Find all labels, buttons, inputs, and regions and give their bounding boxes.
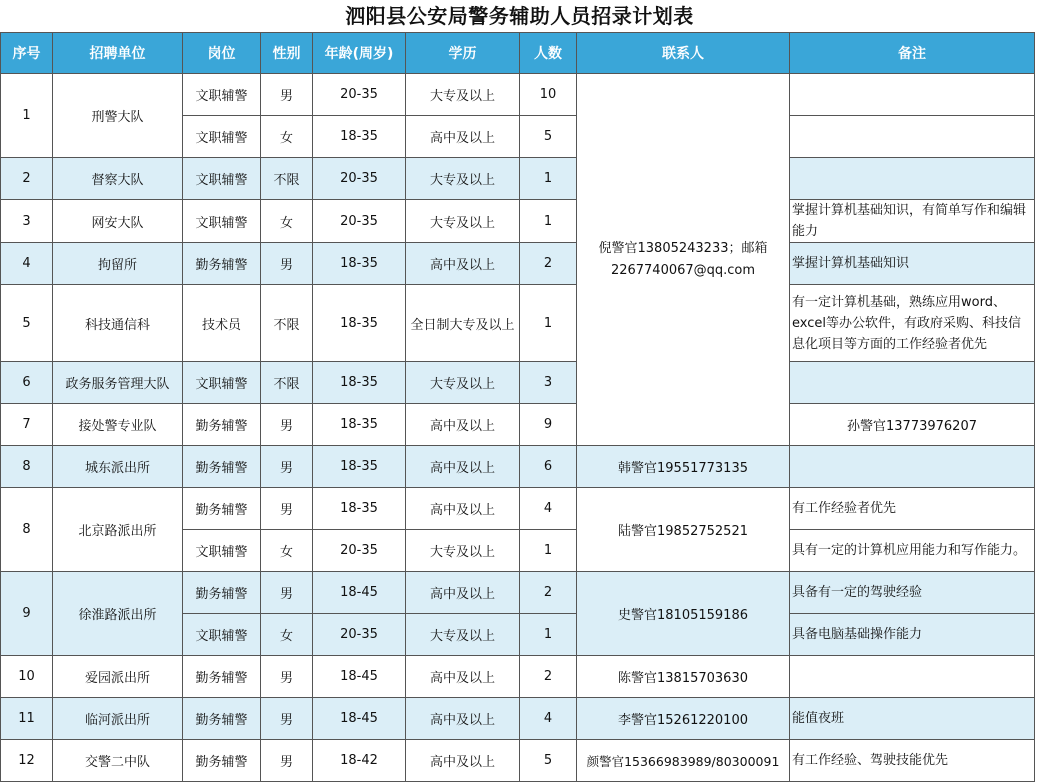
- cell-note[interactable]: [790, 74, 1035, 116]
- cell-contact-shared[interactable]: 倪警官13805243233；邮箱2267740067@qq.com: [577, 74, 790, 446]
- cell-post[interactable]: 文职辅警: [183, 200, 261, 243]
- cell-count[interactable]: 1: [520, 158, 577, 200]
- cell-post[interactable]: 文职辅警: [183, 614, 261, 656]
- cell-age[interactable]: 18-45: [313, 656, 406, 698]
- cell-age[interactable]: 18-35: [313, 362, 406, 404]
- table-row: [1, 158, 1035, 200]
- table-row: [1, 285, 1035, 362]
- cell-age[interactable]: 18-35: [313, 116, 406, 158]
- cell-count[interactable]: 9: [520, 404, 577, 446]
- table-row: [1, 656, 1035, 698]
- cell-education[interactable]: 大专及以上: [406, 74, 520, 116]
- cell-education[interactable]: 高中及以上: [406, 572, 520, 614]
- cell-unit[interactable]: 接处警专业队: [53, 404, 183, 446]
- table-row: [1, 243, 1035, 285]
- cell-contact[interactable]: 陆警官19852752521: [577, 488, 790, 572]
- cell-gender[interactable]: 男: [261, 740, 313, 782]
- cell-gender[interactable]: 女: [261, 116, 313, 158]
- cell-education[interactable]: 高中及以上: [406, 116, 520, 158]
- cell-education[interactable]: 大专及以上: [406, 614, 520, 656]
- cell-post[interactable]: 文职辅警: [183, 116, 261, 158]
- cell-note[interactable]: 具有一定的计算机应用能力和写作能力。: [790, 530, 1035, 572]
- cell-note[interactable]: [790, 158, 1035, 200]
- header-contact[interactable]: 联系人: [577, 33, 790, 74]
- cell-unit[interactable]: 网安大队: [53, 200, 183, 243]
- header-note[interactable]: 备注: [790, 33, 1035, 74]
- cell-age[interactable]: 20-35: [313, 158, 406, 200]
- cell-note[interactable]: 有工作经验者优先: [790, 488, 1035, 530]
- cell-no[interactable]: 10: [1, 656, 53, 698]
- cell-count[interactable]: 10: [520, 74, 577, 116]
- cell-count[interactable]: 1: [520, 285, 577, 362]
- table-row: [1, 404, 1035, 446]
- table-row: [1, 74, 1035, 116]
- cell-post[interactable]: 文职辅警: [183, 158, 261, 200]
- cell-education[interactable]: 高中及以上: [406, 488, 520, 530]
- cell-count[interactable]: 1: [520, 530, 577, 572]
- cell-gender[interactable]: 不限: [261, 285, 313, 362]
- cell-education[interactable]: 大专及以上: [406, 362, 520, 404]
- cell-count[interactable]: 1: [520, 200, 577, 243]
- cell-no[interactable]: 12: [1, 740, 53, 782]
- cell-unit[interactable]: 刑警大队: [53, 74, 183, 158]
- cell-no[interactable]: 9: [1, 572, 53, 656]
- table-row: [1, 698, 1035, 740]
- cell-education[interactable]: 大专及以上: [406, 200, 520, 243]
- cell-contact[interactable]: 陈警官13815703630: [577, 656, 790, 698]
- table-row: [1, 488, 1035, 530]
- cell-count[interactable]: 1: [520, 614, 577, 656]
- cell-education[interactable]: 大专及以上: [406, 530, 520, 572]
- cell-note[interactable]: 具备有一定的驾驶经验: [790, 572, 1035, 614]
- cell-count[interactable]: 4: [520, 698, 577, 740]
- cell-gender[interactable]: 男: [261, 698, 313, 740]
- cell-age[interactable]: 20-35: [313, 200, 406, 243]
- cell-note[interactable]: 掌握计算机基础知识，有简单写作和编辑能力: [790, 200, 1035, 243]
- table-row: [1, 446, 1035, 488]
- cell-education[interactable]: 高中及以上: [406, 243, 520, 285]
- cell-gender[interactable]: 男: [261, 572, 313, 614]
- table-row: [1, 740, 1035, 782]
- cell-education[interactable]: 高中及以上: [406, 698, 520, 740]
- cell-note[interactable]: [790, 362, 1035, 404]
- cell-age[interactable]: 18-35: [313, 404, 406, 446]
- cell-age[interactable]: 18-45: [313, 572, 406, 614]
- cell-post[interactable]: 文职辅警: [183, 74, 261, 116]
- cell-age[interactable]: 18-35: [313, 285, 406, 362]
- header-gender[interactable]: 性别: [261, 33, 313, 74]
- cell-age[interactable]: 18-35: [313, 446, 406, 488]
- cell-no[interactable]: 5: [1, 285, 53, 362]
- cell-contact[interactable]: 孙警官13773976207: [790, 404, 1035, 446]
- cell-post[interactable]: 技术员: [183, 285, 261, 362]
- cell-no[interactable]: 11: [1, 698, 53, 740]
- cell-no[interactable]: 8: [1, 488, 53, 572]
- cell-unit[interactable]: 督察大队: [53, 158, 183, 200]
- cell-gender[interactable]: 男: [261, 446, 313, 488]
- cell-unit[interactable]: 科技通信科: [53, 285, 183, 362]
- cell-education[interactable]: 高中及以上: [406, 404, 520, 446]
- cell-count[interactable]: 2: [520, 572, 577, 614]
- cell-no[interactable]: 3: [1, 200, 53, 243]
- cell-age[interactable]: 18-42: [313, 740, 406, 782]
- cell-note[interactable]: 有一定计算机基础，熟练应用word、excel等办公软件，有政府采购、科技信息化项目等方面的工作经验者优先: [790, 285, 1035, 362]
- page-title: 泗阳县公安局警务辅助人员招录计划表: [345, 4, 694, 28]
- cell-post[interactable]: 勤务辅警: [183, 698, 261, 740]
- cell-gender[interactable]: 不限: [261, 362, 313, 404]
- table-row: [1, 572, 1035, 614]
- cell-count[interactable]: 6: [520, 446, 577, 488]
- cell-gender[interactable]: 男: [261, 243, 313, 285]
- cell-count[interactable]: 5: [520, 740, 577, 782]
- cell-post[interactable]: 文职辅警: [183, 362, 261, 404]
- cell-no[interactable]: 2: [1, 158, 53, 200]
- cell-note[interactable]: [790, 656, 1035, 698]
- cell-count[interactable]: 5: [520, 116, 577, 158]
- cell-post[interactable]: 勤务辅警: [183, 740, 261, 782]
- cell-post[interactable]: 勤务辅警: [183, 656, 261, 698]
- cell-unit[interactable]: 拘留所: [53, 243, 183, 285]
- cell-post[interactable]: 勤务辅警: [183, 243, 261, 285]
- cell-contact[interactable]: 韩警官19551773135: [577, 446, 790, 488]
- cell-age[interactable]: 20-35: [313, 530, 406, 572]
- header-count[interactable]: 人数: [520, 33, 577, 74]
- cell-post[interactable]: 文职辅警: [183, 530, 261, 572]
- cell-unit[interactable]: 交警二中队: [53, 740, 183, 782]
- cell-age[interactable]: 18-45: [313, 698, 406, 740]
- cell-note[interactable]: [790, 116, 1035, 158]
- cell-post[interactable]: 勤务辅警: [183, 404, 261, 446]
- cell-no[interactable]: 4: [1, 243, 53, 285]
- cell-no[interactable]: 8: [1, 446, 53, 488]
- header-unit[interactable]: 招聘单位: [53, 33, 183, 74]
- cell-no[interactable]: 6: [1, 362, 53, 404]
- cell-education[interactable]: 高中及以上: [406, 656, 520, 698]
- cell-unit[interactable]: 临河派出所: [53, 698, 183, 740]
- cell-note[interactable]: [790, 446, 1035, 488]
- cell-age[interactable]: 20-35: [313, 74, 406, 116]
- recruitment-table: [0, 32, 1035, 782]
- cell-unit[interactable]: 城东派出所: [53, 446, 183, 488]
- cell-education[interactable]: 全日制大专及以上: [406, 285, 520, 362]
- cell-unit[interactable]: 政务服务管理大队: [53, 362, 183, 404]
- header-education[interactable]: 学历: [406, 33, 520, 74]
- cell-education[interactable]: 高中及以上: [406, 740, 520, 782]
- cell-contact[interactable]: 史警官18105159186: [577, 572, 790, 656]
- cell-gender[interactable]: 女: [261, 530, 313, 572]
- cell-gender[interactable]: 女: [261, 614, 313, 656]
- table-row: [1, 200, 1035, 243]
- cell-unit[interactable]: 爱园派出所: [53, 656, 183, 698]
- cell-post[interactable]: 勤务辅警: [183, 572, 261, 614]
- cell-count[interactable]: 4: [520, 488, 577, 530]
- cell-contact[interactable]: 颜警官15366983989/80300091: [577, 740, 790, 782]
- cell-note[interactable]: 具备电脑基础操作能力: [790, 614, 1035, 656]
- cell-no[interactable]: 7: [1, 404, 53, 446]
- cell-post[interactable]: 勤务辅警: [183, 446, 261, 488]
- cell-education[interactable]: 大专及以上: [406, 158, 520, 200]
- cell-note[interactable]: 掌握计算机基础知识: [790, 243, 1035, 285]
- table-header-row: [1, 33, 1035, 74]
- cell-gender[interactable]: 不限: [261, 158, 313, 200]
- cell-unit[interactable]: 徐淮路派出所: [53, 572, 183, 656]
- cell-count[interactable]: 2: [520, 243, 577, 285]
- cell-count[interactable]: 2: [520, 656, 577, 698]
- cell-age[interactable]: 18-35: [313, 243, 406, 285]
- cell-count[interactable]: 3: [520, 362, 577, 404]
- header-age[interactable]: 年龄(周岁): [313, 33, 406, 74]
- cell-gender[interactable]: 男: [261, 488, 313, 530]
- cell-unit[interactable]: 北京路派出所: [53, 488, 183, 572]
- cell-gender[interactable]: 女: [261, 200, 313, 243]
- cell-gender[interactable]: 男: [261, 404, 313, 446]
- cell-note[interactable]: 有工作经验、驾驶技能优先: [790, 740, 1035, 782]
- cell-contact[interactable]: 李警官15261220100: [577, 698, 790, 740]
- cell-note[interactable]: 能值夜班: [790, 698, 1035, 740]
- cell-gender[interactable]: 男: [261, 656, 313, 698]
- header-post[interactable]: 岗位: [183, 33, 261, 74]
- cell-age[interactable]: 20-35: [313, 614, 406, 656]
- cell-gender[interactable]: 男: [261, 74, 313, 116]
- cell-age[interactable]: 18-35: [313, 488, 406, 530]
- cell-education[interactable]: 高中及以上: [406, 446, 520, 488]
- cell-no[interactable]: 1: [1, 74, 53, 158]
- header-no[interactable]: 序号: [1, 33, 53, 74]
- table-row: [1, 362, 1035, 404]
- cell-post[interactable]: 勤务辅警: [183, 488, 261, 530]
